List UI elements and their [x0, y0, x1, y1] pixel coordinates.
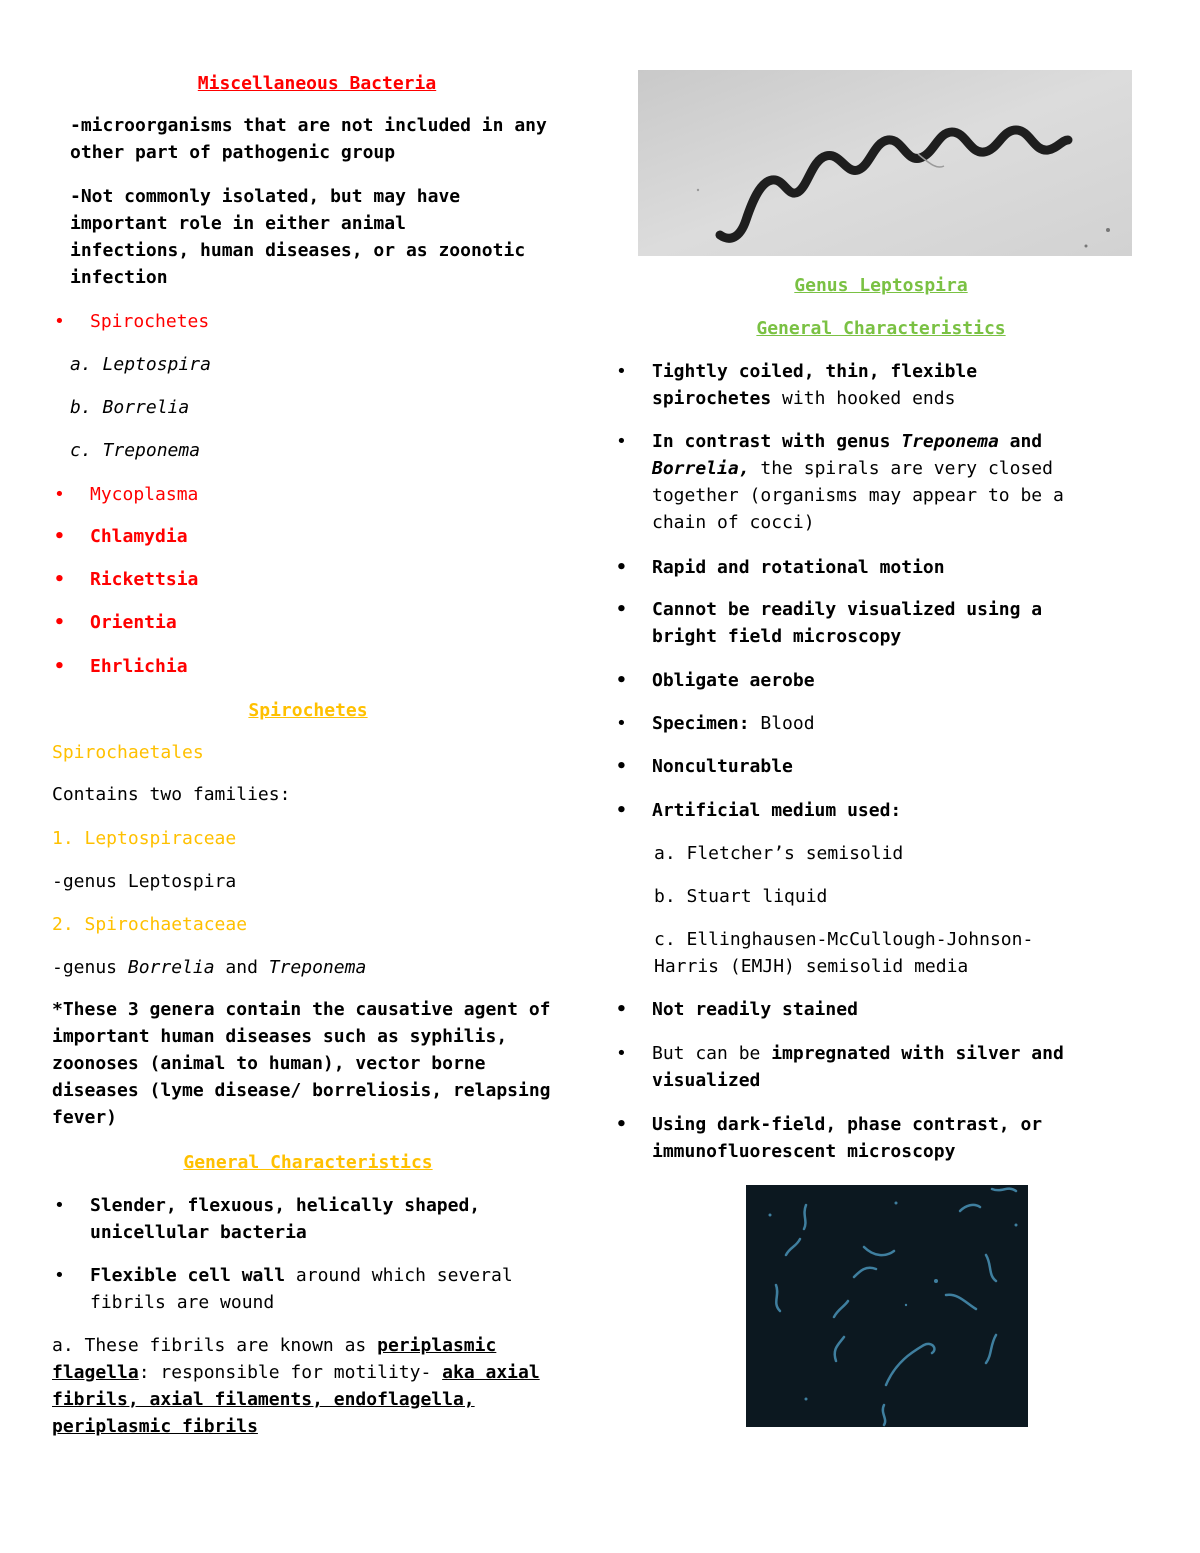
sub-item-leptospira: a. Leptospira	[70, 354, 211, 375]
bullet-icon: •	[54, 484, 65, 505]
bullet-icon: •	[616, 670, 627, 691]
genus-heading: Genus Leptospira	[794, 275, 968, 296]
bullet-icon: •	[616, 599, 627, 620]
genera-note: *These 3 genera contain the causative agent of important human diseases such as syphilis, zoonoses (animal to human), vector borne diseases (lyme disease/ borreliosis, relapsing fever)	[52, 999, 551, 1128]
section-heading-general-characteristics: General Characteristics	[756, 318, 1006, 339]
bullet-icon: •	[54, 526, 65, 547]
list-item-label: Orientia	[90, 612, 177, 633]
order-name: Spirochaetales	[52, 742, 204, 763]
bullet-icon: •	[54, 656, 65, 677]
list-item-label: Cannot be readily visualized using a bright field microscopy	[652, 599, 1043, 647]
section-heading-spirochetes: Spirochetes	[248, 700, 368, 721]
list-item-label: Slender, flexuous, helically shaped, unicellular bacteria	[90, 1195, 481, 1243]
bullet-icon: •	[616, 713, 627, 734]
medium-emjh: c. Ellinghausen-McCullough-Johnson-Harris (EMJH) semisolid media	[654, 929, 1034, 977]
list-item-label: Rapid and rotational motion	[652, 557, 945, 578]
page-title: Miscellaneous Bacteria	[197, 73, 437, 94]
family-2: 2. Spirochaetaceae	[52, 914, 248, 935]
list-item-label: Nonculturable	[652, 756, 793, 777]
list-item-label: Ehrlichia	[90, 656, 188, 677]
bullet-icon: •	[54, 569, 65, 590]
bullet-icon: •	[54, 1265, 65, 1286]
medium-fletcher: a. Fletcher’s semisolid	[654, 843, 904, 864]
list-item-label: Rickettsia	[90, 569, 199, 590]
list-item-label: Obligate aerobe	[652, 670, 815, 691]
list-item-label: Chlamydia	[90, 526, 188, 547]
families-intro: Contains two families:	[52, 784, 291, 805]
list-item-label: Specimen: Blood	[652, 713, 815, 734]
bullet-icon: •	[616, 999, 627, 1020]
bullet-icon: •	[616, 361, 627, 382]
family-2-genus: -genus Borrelia and Treponema	[52, 957, 367, 978]
medium-stuart: b. Stuart liquid	[654, 886, 828, 907]
list-item-label: Mycoplasma	[90, 484, 199, 505]
list-item-label: Not readily stained	[652, 999, 858, 1020]
fibrils-paragraph: a. These fibrils are known as periplasmic flagella: responsible for motility- aka axial fibrils, axial filaments, endoflagella, periplasmic fibrils	[52, 1335, 540, 1437]
list-item-label: In contrast with genus Treponema and Borrelia, the spirals are very closed together (organisms may appear to be a chain of cocci)	[652, 431, 1064, 533]
bullet-icon: •	[616, 431, 627, 452]
list-item-label: Tightly coiled, thin, flexible spirochetes with hooked ends	[652, 361, 978, 409]
bullet-icon: •	[616, 756, 627, 777]
list-item-label: But can be impregnated with silver and visualized	[652, 1043, 1064, 1091]
darkfield-micrograph	[746, 1185, 1028, 1427]
sub-item-borrelia: b. Borrelia	[70, 397, 190, 418]
family-1: 1. Leptospiraceae	[52, 828, 237, 849]
bullet-icon: •	[54, 1195, 65, 1216]
bullet-icon: •	[54, 311, 65, 332]
list-item-label: Artificial medium used:	[652, 800, 902, 821]
bullet-icon: •	[616, 1114, 627, 1135]
list-item-label: Using dark-field, phase contrast, or immunofluorescent microscopy	[652, 1114, 1043, 1162]
family-1-genus: -genus Leptospira	[52, 871, 237, 892]
spirochete-micrograph	[638, 70, 1132, 256]
intro-paragraph-1: -microorganisms that are not included in any other part of pathogenic group	[70, 115, 547, 163]
darkfield-micrograph-image	[746, 1185, 1028, 1427]
bullet-icon: •	[616, 800, 627, 821]
bullet-icon: •	[616, 557, 627, 578]
sub-item-treponema: c. Treponema	[70, 440, 201, 461]
list-item-label: Spirochetes	[90, 311, 210, 332]
spirochete-micrograph-image	[638, 70, 1132, 256]
section-heading-general-characteristics: General Characteristics	[183, 1152, 433, 1173]
list-item-label: Flexible cell wall around which several fibrils are wound	[90, 1265, 513, 1313]
bullet-icon: •	[54, 612, 65, 633]
bullet-icon: •	[616, 1043, 627, 1064]
intro-paragraph-2: -Not commonly isolated, but may have important role in either animal infections, human diseases, or as zoonotic infection	[70, 186, 526, 288]
